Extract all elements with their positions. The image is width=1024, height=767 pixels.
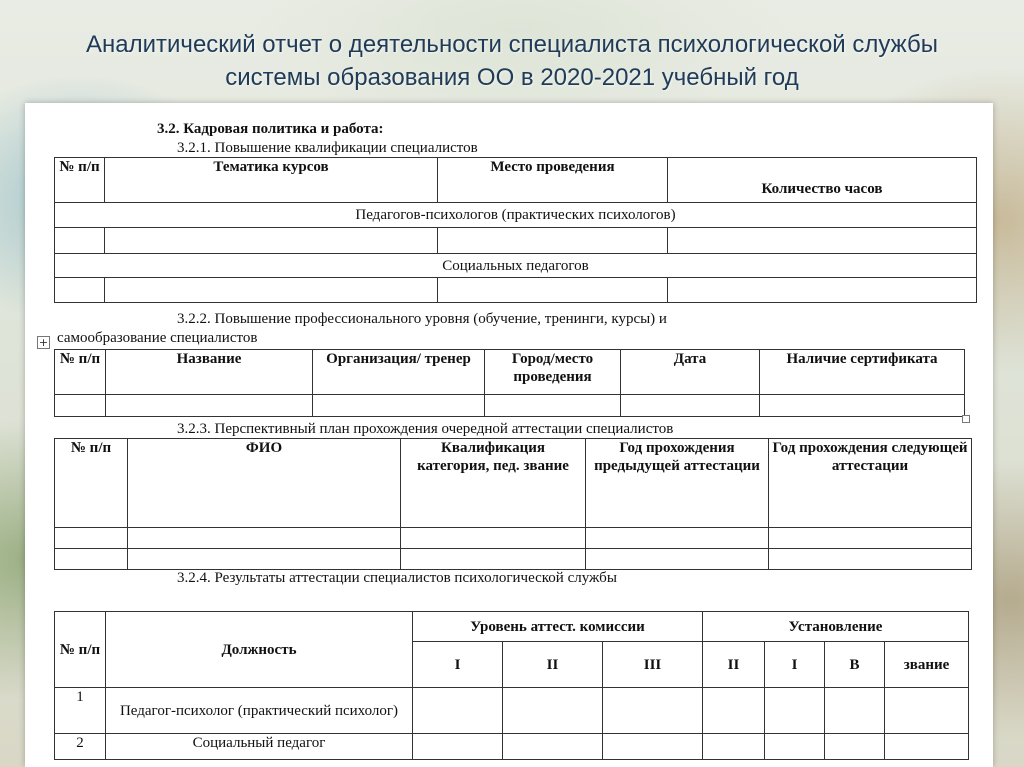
col-fio-header: ФИО bbox=[128, 439, 401, 528]
col-num-header: № п/п bbox=[55, 158, 105, 203]
col-certificate-header: Наличие сертификата bbox=[760, 350, 965, 395]
section-heading: 3.2. Кадровая политика и работа: bbox=[157, 121, 384, 137]
subsection-323: 3.2.3. Перспективный план прохождения очередной аттестации специалистов bbox=[177, 421, 674, 437]
col-qualification-header: Квалификация категория, пед. звание bbox=[401, 439, 586, 528]
row-num: 2 bbox=[55, 734, 106, 760]
establish-1-header: I bbox=[765, 642, 825, 688]
col-next-attestation-header: Год прохождения следующей аттестации bbox=[769, 439, 972, 528]
col-position-header: Должность bbox=[106, 612, 413, 688]
col-prev-attestation-header: Год прохождения предыдущей аттестации bbox=[586, 439, 769, 528]
table-resize-handle[interactable] bbox=[962, 415, 970, 423]
col-num-header: № п/п bbox=[55, 612, 106, 688]
col-name-header: Название bbox=[106, 350, 313, 395]
col-level-header: Уровень аттест. комиссии bbox=[413, 612, 703, 642]
col-num-header: № п/п bbox=[55, 439, 128, 528]
subsection-322-line2: самообразование специалистов bbox=[57, 330, 258, 346]
group-row-psychologists: Педагогов-психологов (практических психологов) bbox=[55, 203, 977, 228]
col-hours-header: Количество часов bbox=[668, 158, 977, 203]
col-city-header: Город/место проведения bbox=[485, 350, 621, 395]
col-establishment-header: Установление bbox=[703, 612, 969, 642]
establish-v-header: В bbox=[825, 642, 885, 688]
group-row-social-pedagogues: Социальных педагогов bbox=[55, 254, 977, 278]
col-organization-header: Организация/ тренер bbox=[313, 350, 485, 395]
level-3-header: III bbox=[603, 642, 703, 688]
courses-table bbox=[54, 157, 977, 303]
col-place-header: Место проведения bbox=[438, 158, 668, 203]
level-1-header: I bbox=[413, 642, 503, 688]
attestation-results-table bbox=[54, 611, 969, 760]
row-num: 1 bbox=[55, 688, 106, 734]
subsection-324: 3.2.4. Результаты аттестации специалистов психологической службы bbox=[177, 570, 617, 586]
establish-title-header: звание bbox=[885, 642, 969, 688]
col-course-topic-header: Тематика курсов bbox=[105, 158, 438, 203]
document-page bbox=[25, 103, 993, 767]
level-2-header: II bbox=[503, 642, 603, 688]
col-date-header: Дата bbox=[621, 350, 760, 395]
row-position: Социальный педагог bbox=[106, 734, 413, 760]
slide-title-line2: системы образования ОО в 2020-2021 учебный год bbox=[225, 64, 799, 91]
slide-title bbox=[0, 28, 1024, 94]
slide-title-line1: Аналитический отчет о деятельности специалиста психологической службы bbox=[86, 31, 938, 58]
attestation-plan-table bbox=[54, 438, 972, 570]
training-table bbox=[54, 349, 965, 417]
row-position: Педагог-психолог (практический психолог) bbox=[106, 688, 413, 734]
col-num-header: № п/п bbox=[55, 350, 106, 395]
subsection-322-line1: 3.2.2. Повышение профессионального уровня (обучение, тренинги, курсы) и bbox=[177, 311, 667, 327]
establish-2-header: II bbox=[703, 642, 765, 688]
table-move-handle-icon[interactable]: + bbox=[38, 336, 49, 349]
subsection-321: 3.2.1. Повышение квалификации специалистов bbox=[177, 140, 478, 156]
